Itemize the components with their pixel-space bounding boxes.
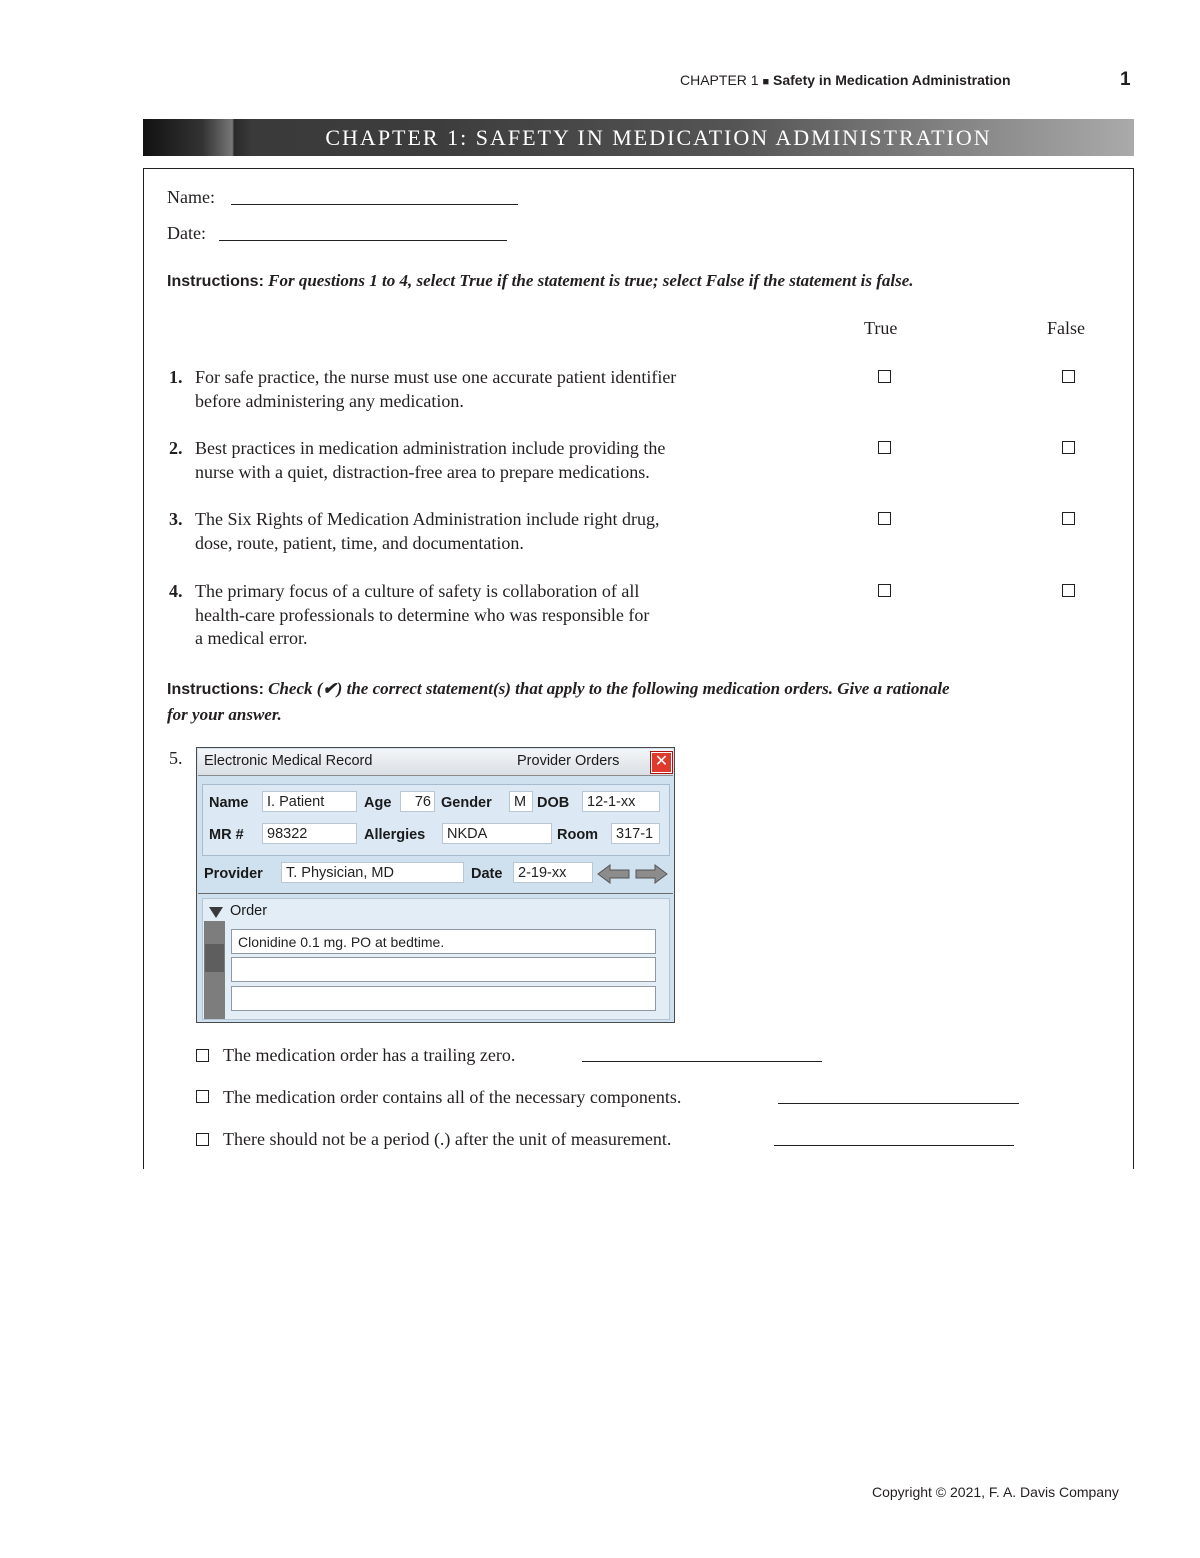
column-true: True — [864, 318, 898, 338]
emr-date-field[interactable]: 2-19-xx — [513, 862, 593, 883]
frame-right-rule — [1133, 168, 1134, 1169]
emr-mr-label: MR # — [209, 827, 244, 843]
running-head-section: Safety in Medication Administration — [773, 72, 1011, 88]
question-4-number: 4. — [169, 581, 183, 601]
emr-dob-field[interactable]: 12-1-xx — [582, 791, 660, 812]
emr-room-label: Room — [557, 827, 599, 843]
question-4-line-2: health-care professionals to determine who was responsible for — [195, 604, 650, 625]
question-1-false-checkbox[interactable] — [1062, 370, 1075, 383]
question-1-true-checkbox[interactable] — [878, 370, 891, 383]
emr-mr-field[interactable]: 98322 — [262, 823, 357, 844]
question-4-false-checkbox[interactable] — [1062, 584, 1075, 597]
close-icon[interactable]: ✕ — [651, 752, 672, 773]
emr-name-field[interactable]: I. Patient — [262, 791, 357, 812]
page-number: 1 — [1120, 69, 1131, 90]
question-4-line-1: The primary focus of a culture of safety is collaboration of all — [195, 581, 640, 601]
question-3-text — [195, 508, 815, 555]
question-3-true-checkbox[interactable] — [878, 512, 891, 525]
question-1-line-1: For safe practice, the nurse must use one accurate patient identifier — [195, 367, 677, 387]
running-head — [680, 72, 1011, 88]
option-1-rationale-line[interactable] — [582, 1061, 822, 1062]
question-4-line-3: a medical error. — [195, 628, 308, 648]
instructions-check — [167, 676, 1107, 727]
question-2-number: 2. — [169, 438, 183, 458]
instructions-true-false — [167, 271, 914, 291]
option-3-text: There should not be a period (.) after the unit of measurement. — [223, 1129, 672, 1149]
option-2-text: The medication order contains all of the necessary components. — [223, 1087, 682, 1107]
emr-age-field[interactable]: 76 — [400, 791, 435, 812]
question-3-line-1: The Six Rights of Medication Administration include right drug, — [195, 509, 660, 529]
instructions-label: Instructions: — [167, 273, 264, 290]
question-2-false-checkbox[interactable] — [1062, 441, 1075, 454]
emr-provider-field[interactable]: T. Physician, MD — [281, 862, 464, 883]
option-1-text: The medication order has a trailing zero. — [223, 1045, 516, 1065]
copyright: Copyright © 2021, F. A. Davis Company — [872, 1484, 1119, 1500]
instructions-2-label: Instructions: — [167, 681, 264, 698]
emr-order-row-3[interactable] — [231, 986, 656, 1011]
emr-provider-label: Provider — [204, 866, 263, 882]
question-3-false-checkbox[interactable] — [1062, 512, 1075, 525]
date-label: Date: — [167, 223, 206, 243]
question-1-line-2: before administering any medication. — [195, 390, 464, 411]
option-1-checkbox[interactable] — [196, 1049, 209, 1062]
emr-divider — [198, 893, 673, 894]
question-2-text — [195, 437, 815, 484]
frame-top-rule — [143, 168, 1134, 169]
option-3-rationale-line[interactable] — [774, 1145, 1014, 1146]
running-head-chapter: CHAPTER 1 — [680, 72, 759, 88]
instructions-2-line-2: for your answer. — [167, 705, 282, 724]
emr-date-label: Date — [471, 866, 503, 882]
question-1-text — [195, 366, 815, 413]
emr-scrollbar-thumb[interactable] — [205, 944, 224, 972]
name-line[interactable] — [231, 204, 518, 205]
emr-allergies-field[interactable]: NKDA — [442, 823, 552, 844]
date-line[interactable] — [219, 240, 507, 241]
question-4-true-checkbox[interactable] — [878, 584, 891, 597]
question-2-line-1: Best practices in medication administration include providing the — [195, 438, 666, 458]
question-3-line-2: dose, route, patient, time, and documentation. — [195, 532, 524, 553]
arrow-left-icon[interactable] — [597, 863, 631, 885]
frame-left-rule — [143, 168, 144, 1169]
instructions-2-line-1: Check (✔) the correct statement(s) that apply to the following medication orders. Give a rationale — [268, 679, 950, 698]
question-2-true-checkbox[interactable] — [878, 441, 891, 454]
question-2-line-2: nurse with a quiet, distraction-free area to prepare medications. — [195, 461, 650, 482]
emr-dob-label: DOB — [537, 795, 570, 811]
emr-order-header: Order — [230, 903, 268, 919]
emr-allergies-label: Allergies — [364, 827, 426, 843]
question-5-number: 5. — [169, 748, 183, 768]
instructions-text: For questions 1 to 4, select True if the statement is true; select False if the statement is false. — [268, 271, 914, 290]
question-3-number: 3. — [169, 509, 183, 529]
arrow-right-icon[interactable] — [634, 863, 668, 885]
option-2-rationale-line[interactable] — [778, 1103, 1019, 1104]
question-1-number: 1. — [169, 367, 183, 387]
running-head-separator: ■ — [762, 76, 770, 88]
emr-age-label: Age — [364, 795, 392, 811]
emr-order-row-2[interactable] — [231, 957, 656, 982]
question-4-text — [195, 580, 815, 651]
name-label: Name: — [167, 187, 215, 207]
column-false: False — [1047, 318, 1085, 338]
chapter-banner-title: CHAPTER 1: SAFETY IN MEDICATION ADMINISTRATION — [325, 125, 992, 150]
option-2-checkbox[interactable] — [196, 1090, 209, 1103]
option-3-checkbox[interactable] — [196, 1133, 209, 1146]
emr-room-field[interactable]: 317-1 — [611, 823, 660, 844]
emr-order-row-1[interactable]: Clonidine 0.1 mg. PO at bedtime. — [231, 929, 656, 954]
emr-tab-provider-orders[interactable]: Provider Orders — [517, 753, 620, 769]
emr-gender-label: Gender — [441, 795, 492, 811]
emr-gender-field[interactable]: M — [509, 791, 533, 812]
emr-title: Electronic Medical Record — [204, 753, 373, 769]
collapse-triangle-icon[interactable] — [208, 905, 224, 919]
emr-name-label: Name — [209, 795, 249, 811]
